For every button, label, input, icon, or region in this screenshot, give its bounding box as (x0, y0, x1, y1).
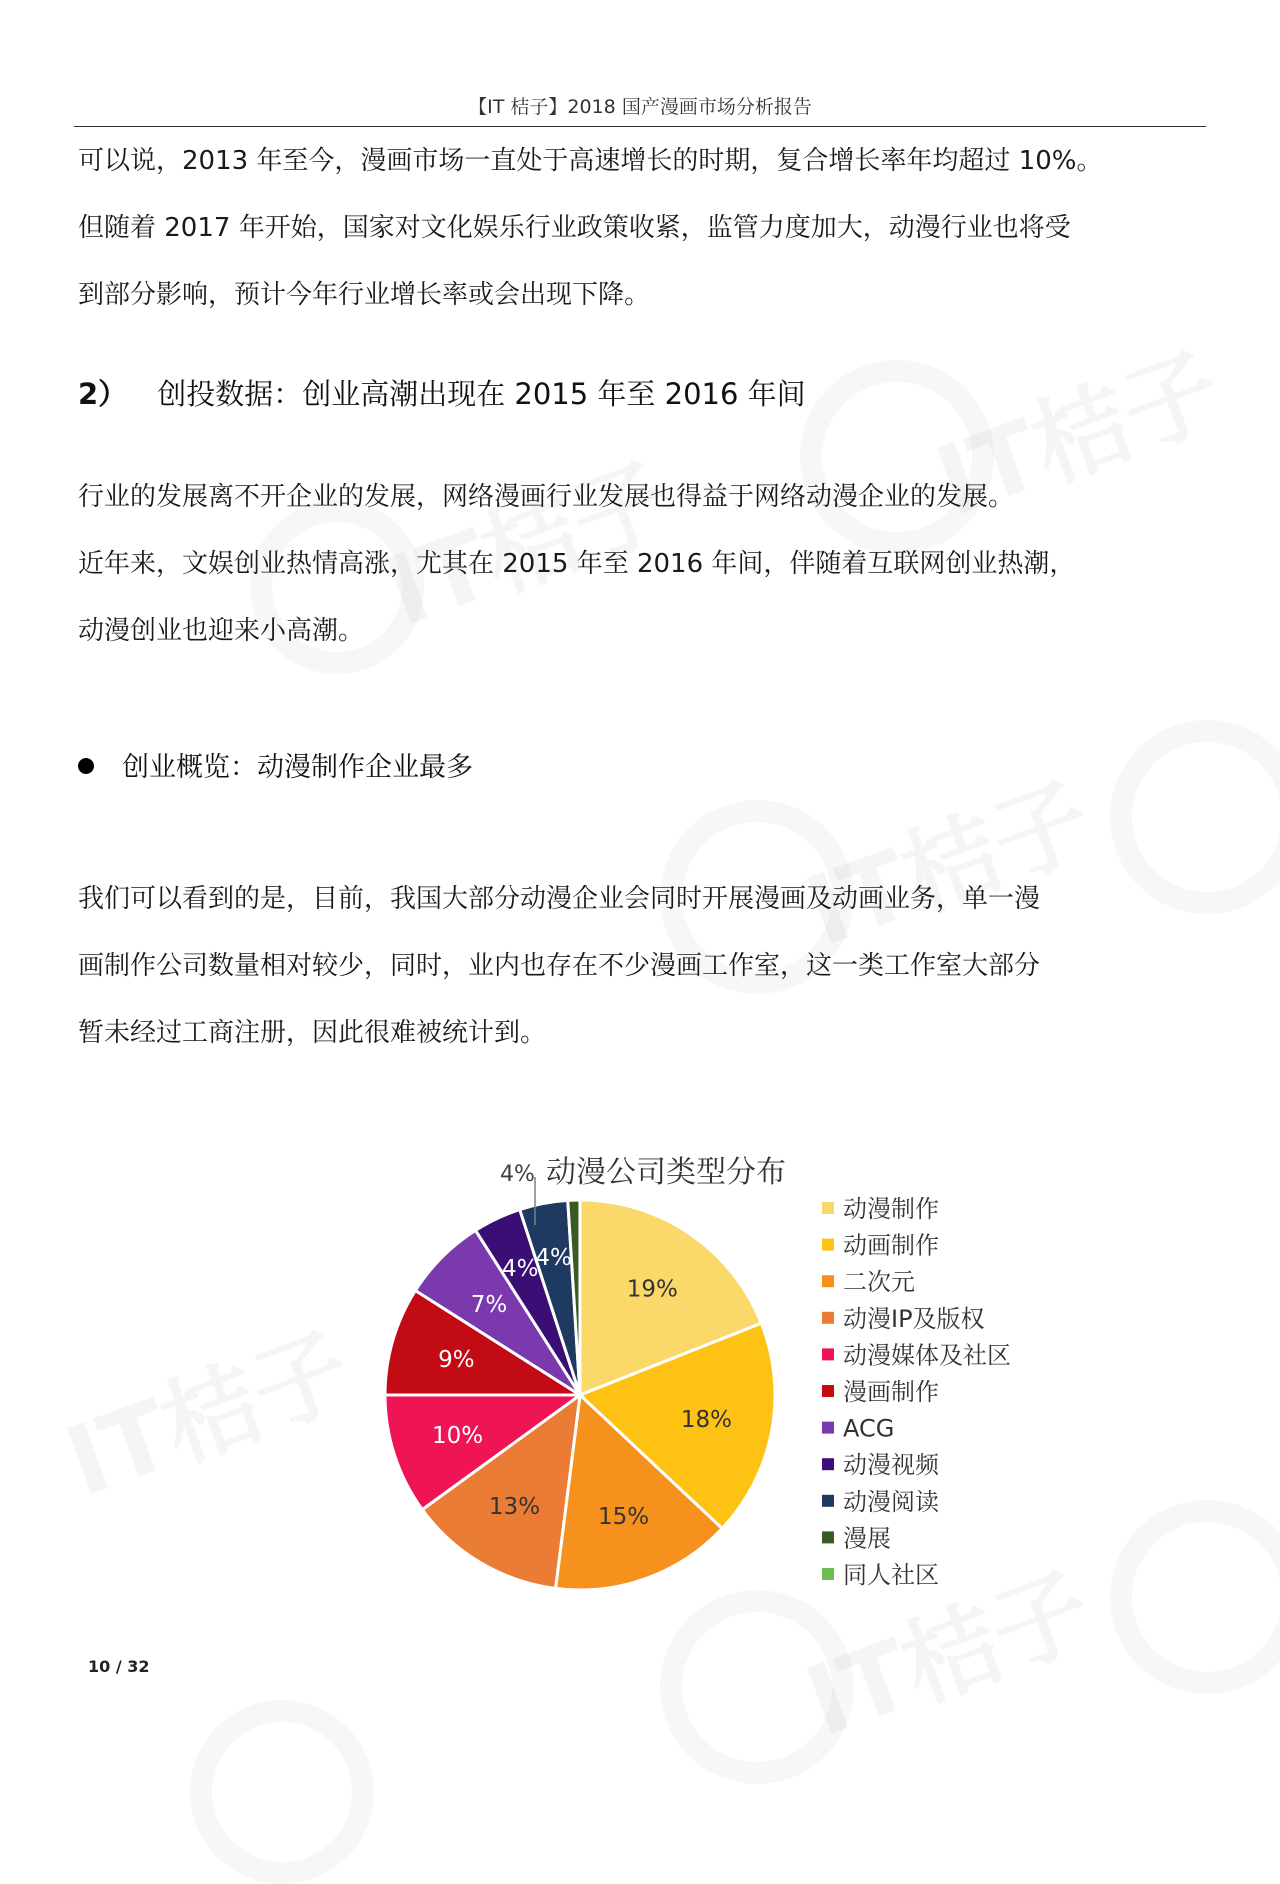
paragraph-line: 行业的发展离不开企业的发展，网络漫画行业发展也得益于网络动漫企业的发展。 (78, 464, 1208, 531)
chart-title: 动漫公司类型分布 (546, 1155, 786, 1190)
pie-data-label: 19% (627, 1277, 678, 1303)
legend-swatch (822, 1422, 834, 1434)
legend-swatch (822, 1531, 834, 1543)
legend-label: 动漫制作 (843, 1195, 939, 1223)
bullet-dot-icon (78, 758, 94, 774)
legend-swatch (822, 1275, 834, 1287)
watermark-logo-circle (190, 1700, 374, 1884)
legend-swatch (822, 1239, 834, 1251)
paragraph-line: 画制作公司数量相对较少，同时，业内也存在不少漫画工作室，这一类工作室大部分 (78, 933, 1208, 1000)
paragraph-line: 暂未经过工商注册，因此很难被统计到。 (78, 1000, 1208, 1067)
legend-label: 漫展 (843, 1524, 891, 1552)
legend-swatch (822, 1458, 834, 1470)
bullet-text: 创业概览：动漫制作企业最多 (122, 752, 473, 783)
pie-data-label: 15% (598, 1504, 649, 1530)
paragraph-startups (78, 464, 1208, 665)
watermark-text (45, 1294, 367, 1523)
pie-data-label: 4% (535, 1245, 572, 1271)
pie-chart (360, 1140, 1060, 1610)
paragraph-companies (78, 866, 1208, 1067)
header-divider (74, 126, 1206, 127)
legend-label: 同人社区 (843, 1561, 939, 1589)
legend-label: 动漫媒体及社区 (843, 1341, 1011, 1369)
section-number: 2） (78, 377, 127, 411)
page-number: 10 / 32 (88, 1657, 150, 1676)
pie-data-label: 7% (471, 1292, 508, 1318)
chart-legend (822, 1195, 1011, 1589)
legend-label: 动画制作 (843, 1232, 939, 1260)
paragraph-line: 动漫创业也迎来小高潮。 (78, 598, 1208, 665)
paragraph-line: 可以说，2013 年至今，漫画市场一直处于高速增长的时期，复合增长率年均超过 10%。 (78, 128, 1208, 195)
legend-swatch (822, 1385, 834, 1397)
pie-data-label: 9% (438, 1347, 475, 1373)
pie-data-label: 10% (432, 1423, 483, 1449)
legend-swatch (822, 1348, 834, 1360)
legend-label: 动漫阅读 (843, 1488, 939, 1516)
legend-label: 动漫IP及版权 (843, 1305, 985, 1333)
pie-data-label: 4% (502, 1256, 538, 1282)
section-title: 创投数据：创业高潮出现在 2015 年至 2016 年间 (157, 377, 805, 411)
paragraph-line: 我们可以看到的是，目前，我国大部分动漫企业会同时开展漫画及动画业务，单一漫 (78, 866, 1208, 933)
paragraph-line: 近年来，文娱创业热情高涨，尤其在 2015 年至 2016 年间，伴随着互联网创业热潮， (78, 531, 1208, 598)
legend-swatch (822, 1202, 834, 1214)
section-heading (78, 372, 806, 413)
paragraph-line: 到部分影响，预计今年行业增长率或会出现下降。 (78, 262, 1208, 329)
legend-label: 漫画制作 (843, 1378, 939, 1406)
legend-swatch (822, 1312, 834, 1324)
pie-data-label: 13% (489, 1494, 540, 1520)
pie-data-label: 18% (681, 1407, 732, 1433)
page-header: 【IT 桔子】2018 国产漫画市场分析报告 (74, 92, 1206, 119)
pie-slices (385, 1200, 775, 1590)
paragraph-line: 但随着 2017 年开始，国家对文化娱乐行业政策收紧，监管力度加大，动漫行业也将受 (78, 195, 1208, 262)
legend-swatch (822, 1495, 834, 1507)
legend-swatch (822, 1568, 834, 1580)
legend-label: 动漫视频 (843, 1451, 940, 1479)
bullet-item (78, 745, 473, 784)
paragraph-growth (78, 128, 1208, 329)
watermark-logo-circle (1110, 1500, 1280, 1694)
watermark-logo-circle (660, 1590, 854, 1784)
legend-label: 二次元 (843, 1268, 915, 1296)
callout-label: 4% (500, 1162, 535, 1187)
legend-label: ACG (843, 1415, 894, 1443)
